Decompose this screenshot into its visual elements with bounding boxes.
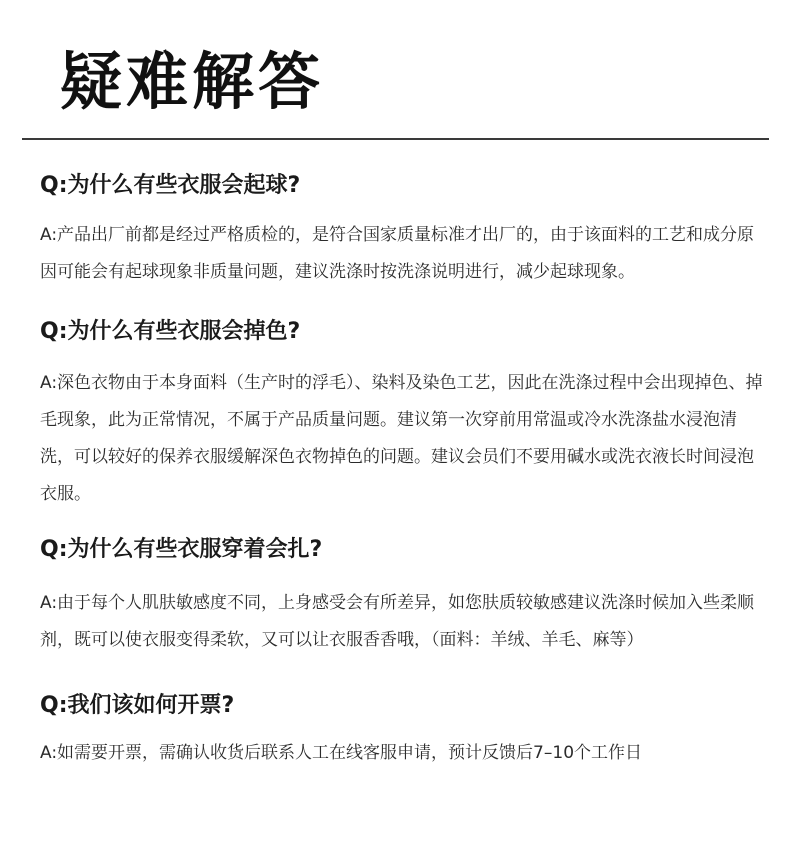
faq-question: Q:我们该如何开票? [40,693,235,718]
title-divider [22,138,769,140]
faq-answer: A:由于每个人肌肤敏感度不同，上身感受会有所差异，如您肤质较敏感建议洗涤时候加入些柔顺剂，既可以使衣服变得柔软，又可以让衣服香香哦，（面料：羊绒、羊毛、麻等） [40,593,755,650]
faq-question: Q:为什么有些衣服会掉色? [40,319,301,344]
faq-question: Q:为什么有些衣服穿着会扎? [40,537,323,562]
faq-answer: A:深色衣物由于本身面料（生产时的浮毛）、染料及染色工艺，因此在洗涤过程中会出现掉色、掉毛现象，此为正常情况，不属于产品质量问题。建议第一次穿前用常温或冷水洗涤盐水浸泡清洗，可以较好的保养衣服缓解深色衣物掉色的问题。建议会员们不要用碱水或洗衣液长时间浸泡衣服。 [40,373,763,504]
faq-answer: A:产品出厂前都是经过严格质检的，是符合国家质量标准才出厂的，由于该面料的工艺和成分原因可能会有起球现象非质量问题，建议洗涤时按洗涤说明进行，减少起球现象。 [40,225,755,282]
faq-answer: A:如需要开票，需确认收货后联系人工在线客服申请，预计反馈后7–10个工作日 [40,743,643,763]
page-title: 疑难解答 [60,45,325,118]
faq-question: Q:为什么有些衣服会起球? [40,173,301,198]
